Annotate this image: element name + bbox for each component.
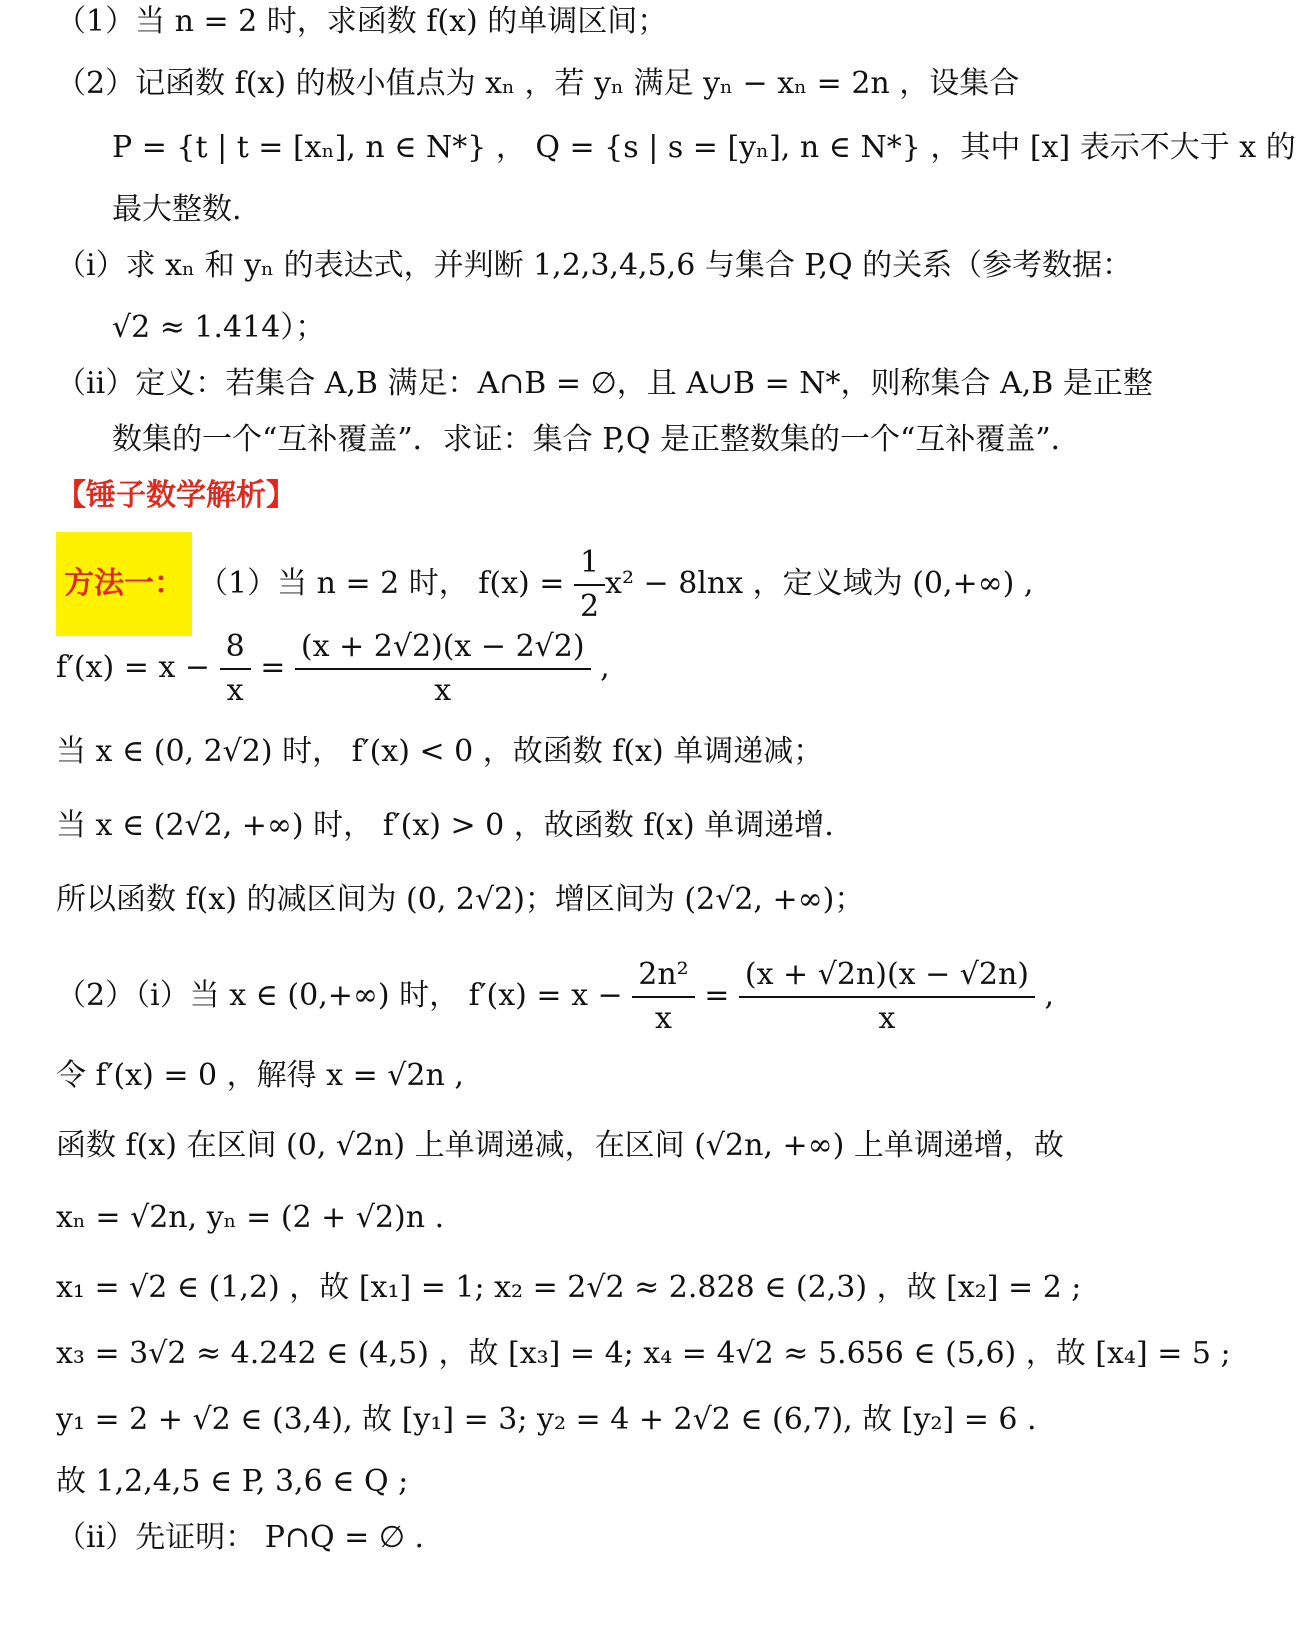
- derivative-prefix: f′(x) = x −: [56, 650, 220, 685]
- fraction-denominator: x: [226, 673, 244, 708]
- solution-x1-x2: x₁ = √2 ∈ (1,2) ，故 [x₁] = 1; x₂ = 2√2 ≈ 2.828 ∈ (2,3) ，故 [x₂] = 2 ;: [56, 1270, 1082, 1305]
- solution-intervals: 所以函数 f(x) 的减区间为 (0, 2√2)；增区间为 (2√2, +∞)；: [56, 882, 865, 917]
- solution-sub-ii-start: （ii）先证明： P∩Q = ∅ .: [56, 1520, 425, 1555]
- solution-part2-derivative: [56, 952, 1056, 1044]
- fraction-denominator: x: [654, 1001, 672, 1036]
- equals-sign: =: [694, 978, 739, 1013]
- solution-monotonicity: 函数 f(x) 在区间 (0, √2n) 上单调递减，在区间 (√2n, +∞) 上单调递增，故: [56, 1128, 1064, 1163]
- solution-heading: 【锤子数学解析】: [56, 478, 296, 513]
- problem-sub-ii-continued: 数集的一个“互补覆盖”．求证：集合 P,Q 是正整数集的一个“互补覆盖”．: [112, 422, 1081, 457]
- part2-suffix: ,: [1035, 978, 1055, 1013]
- problem-sub-i: （i）求 xₙ 和 yₙ 的表达式，并判断 1,2,3,4,5,6 与集合 P,Q 的关系（参考数据：: [56, 248, 1133, 283]
- fraction-denominator: x: [434, 673, 452, 708]
- derivative-suffix: ,: [590, 650, 610, 685]
- fraction-numerator: (x + 2√2)(x − 2√2): [295, 626, 591, 670]
- fraction-numerator: 1: [574, 542, 605, 586]
- solution-derivative: [56, 624, 1056, 716]
- step1-prefix: （1）当 n = 2 时， f(x) =: [198, 566, 574, 601]
- fraction-numerator: 2n²: [632, 954, 694, 998]
- fraction-numerator: (x + √2n)(x − √2n): [739, 954, 1035, 998]
- solution-step-1: [56, 532, 1056, 624]
- solution-membership: 故 1,2,4,5 ∈ P, 3,6 ∈ Q ;: [56, 1464, 409, 1499]
- step1-suffix: x² − 8lnx ，定义域为 (0,+∞) ,: [605, 566, 1034, 601]
- part2-prefix: （2）（i）当 x ∈ (0,+∞) 时， f′(x) = x −: [56, 978, 633, 1013]
- solution-y1-y2: y₁ = 2 + √2 ∈ (3,4), 故 [y₁] = 3; y₂ = 4 + 2√2 ∈ (6,7), 故 [y₂] = 6 .: [56, 1402, 1037, 1437]
- fraction-factored-part2: [739, 954, 1035, 1040]
- equals-sign: =: [250, 650, 295, 685]
- problem-set-definitions: P = {t | t = [xₙ], n ∈ N*} ， Q = {s | s = [yₙ], n ∈ N*} ，其中 [x] 表示不大于 x 的: [112, 130, 1296, 165]
- problem-part1: （1）当 n = 2 时，求函数 f(x) 的单调区间；: [56, 4, 668, 39]
- fraction-one-half: [574, 542, 605, 628]
- problem-part2-intro: （2）记函数 f(x) 的极小值点为 xₙ ，若 yₙ 满足 yₙ − xₙ = 2n ，设集合: [56, 66, 1020, 101]
- solution-critical-point: 令 f′(x) = 0 ，解得 x = √2n ,: [56, 1058, 464, 1093]
- solution-decreasing: 当 x ∈ (0, 2√2) 时， f′(x) < 0 ，故函数 f(x) 单调递减；: [56, 734, 824, 769]
- solution-increasing: 当 x ∈ (2√2, +∞) 时， f′(x) > 0 ，故函数 f(x) 单调递增.: [56, 808, 834, 843]
- fraction-numerator: 8: [220, 626, 251, 670]
- solution-x3-x4: x₃ = 3√2 ≈ 4.242 ∈ (4,5) ，故 [x₃] = 4; x₄ = 4√2 ≈ 5.656 ∈ (5,6) ，故 [x₄] = 5 ;: [56, 1336, 1231, 1371]
- solution-xn-yn: xₙ = √2n, yₙ = (2 + √2)n .: [56, 1200, 445, 1235]
- fraction-factored-derivative: [295, 626, 591, 712]
- problem-sub-ii: （ii）定义：若集合 A,B 满足：A∩B = ∅，且 A∪B = N*，则称集合 A,B 是正整: [56, 366, 1153, 401]
- problem-reference-data: √2 ≈ 1.414）；: [112, 310, 326, 345]
- problem-floor-note: 最大整数.: [112, 192, 242, 227]
- method-badge: 方法一：: [56, 532, 192, 636]
- fraction-denominator: x: [878, 1001, 896, 1036]
- fraction-denominator: 2: [579, 589, 600, 624]
- fraction-8-over-x: [220, 626, 251, 712]
- fraction-2n2-over-x: [632, 954, 694, 1040]
